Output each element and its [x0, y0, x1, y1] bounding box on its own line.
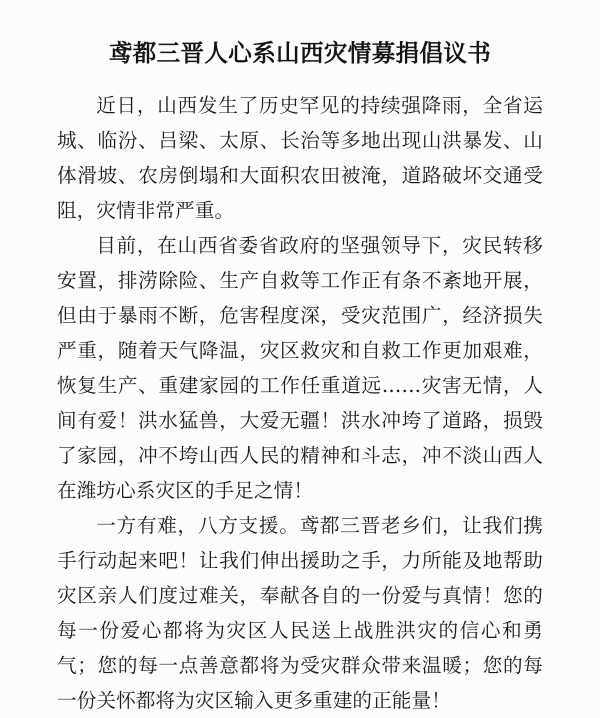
paragraph-2: 目前，在山西省委省政府的坚强领导下，灾民转移安置，排涝除险、生产自救等工作正有条不紊地开展，但由于暴雨不断，危害程度深，受灾范围广，经济损失严重，随着天气降温，灾区救灾和自救工作更加艰难，恢复生产、重建家园的工作任重道远……灾害无情，人间有爱！洪水猛兽，大爱无疆！洪水冲垮了道路，损毁了家园，冲不垮山西人民的精神和斗志，冲不淡山西人在潍坊心系灾区的手足之情！ [57, 233, 543, 502]
paragraph-1: 近日，山西发生了历史罕见的持续强降雨，全省运城、临汾、吕梁、太原、长治等多地出现山洪暴发、山体滑坡、农房倒塌和大面积农田被淹，道路破坏交通受阻，灾情非常严重。 [57, 93, 543, 222]
page-title: 鸢都三晋人心系山西灾情募捐倡议书 [108, 39, 492, 67]
document-body [0, 88, 600, 718]
paragraph-3: 一方有难，八方支援。鸢都三晋老乡们，让我们携手行动起来吧！让我们伸出援助之手，力所能及地帮助灾区亲人们度过难关，奉献各自的一份爱与真情！您的每一份爱心都将为灾区人民送上战胜洪灾的信心和勇气；您的每一点善意都将为受灾群众带来温暖；您的每一份关怀都将为灾区输入更多重建的正能量！ [57, 513, 543, 712]
